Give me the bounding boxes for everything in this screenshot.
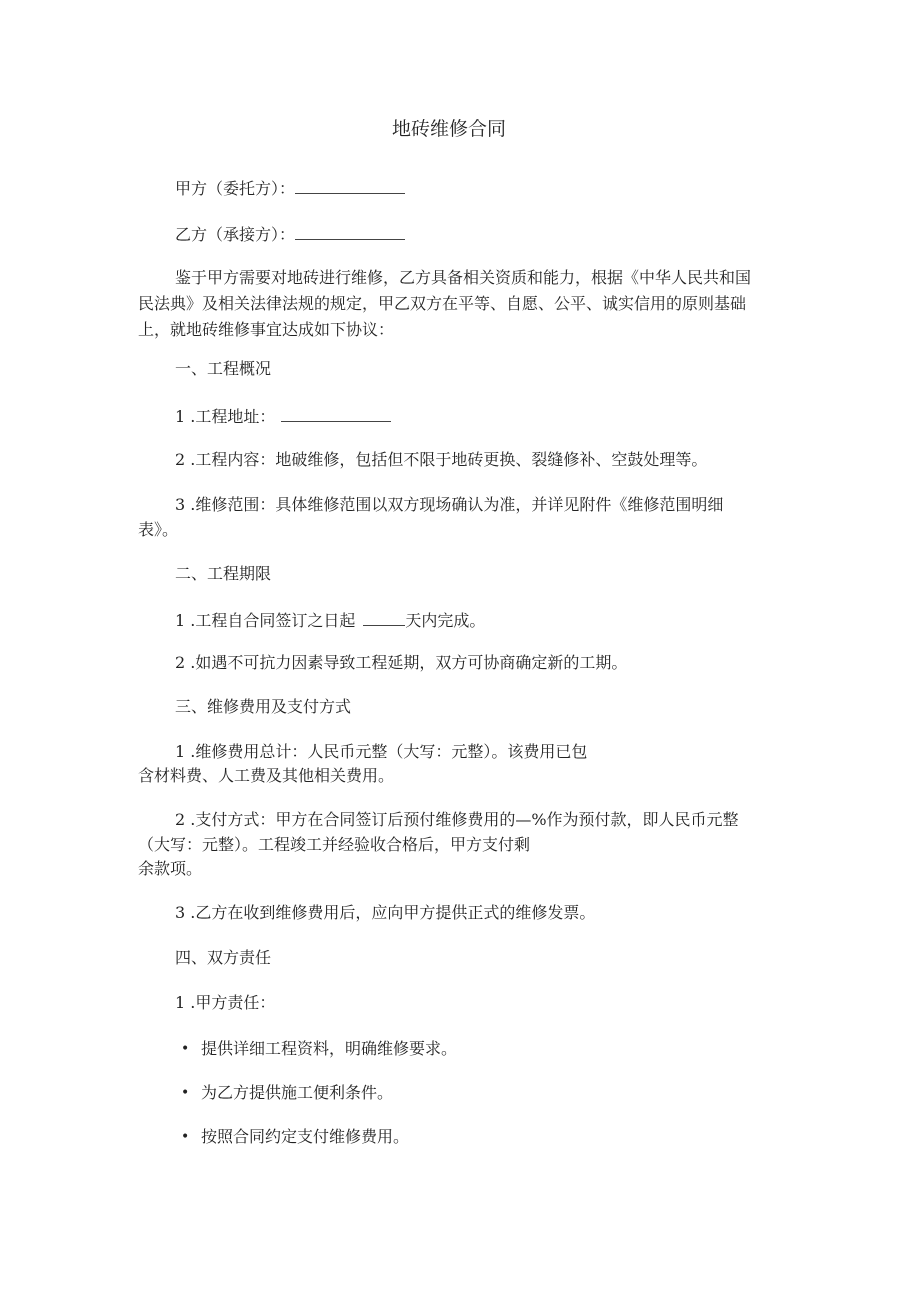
project-address-blank[interactable] xyxy=(281,405,391,422)
section-4-item-1: 1 .甲方责任： xyxy=(175,993,276,1012)
section-3-item-2-line-1: 2 .支付方式：甲方在合同签订后预付维修费用的—%作为预付款，即人民币元整 xyxy=(175,810,739,829)
section-2-item-2: 2 .如遇不可抗力因素导致工程延期，双方可协商确定新的工期。 xyxy=(175,653,628,672)
section-3-heading: 三、维修费用及支付方式 xyxy=(175,697,352,716)
section-3-item-1-line-2: 含材料费、人工费及其他相关费用。 xyxy=(138,766,395,785)
party-b-blank[interactable] xyxy=(295,223,405,240)
project-address-label: 1 .工程地址： xyxy=(175,407,276,426)
party-b-line xyxy=(175,223,405,245)
party-a-blank[interactable] xyxy=(295,177,405,194)
section-1-item-3-line-1: 3 .维修范围：具体维修范围以双方现场确认为准，并详见附件《维修范围明细 xyxy=(175,495,724,514)
party-a-label: 甲方（委托方）： xyxy=(175,179,296,198)
party-a-duty-1: 提供详细工程资料，明确维修要求。 xyxy=(201,1039,458,1058)
duration-days-blank[interactable] xyxy=(363,609,405,626)
section-1-item-2: 2 .工程内容：地破维修，包括但不限于地砖更换、裂缝修补、空鼓处理等。 xyxy=(175,450,708,469)
intro-line-1: 鉴于甲方需要对地砖进行维修，乙方具备相关资质和能力，根据《中华人民共和国 xyxy=(175,268,752,287)
section-2-heading: 二、工程期限 xyxy=(175,564,272,583)
bullet-icon: • xyxy=(181,1085,190,1101)
section-3-item-3: 3 .乙方在收到维修费用后，应向甲方提供正式的维修发票。 xyxy=(175,903,596,922)
bullet-icon: • xyxy=(181,1129,190,1145)
duration-label-after: 天内完成。 xyxy=(405,611,486,630)
party-b-label: 乙方（承接方）： xyxy=(175,225,296,244)
party-a-duty-2: 为乙方提供施工便利条件。 xyxy=(201,1083,394,1102)
section-3-item-2-line-3: 余款项。 xyxy=(138,859,203,878)
duration-label-before: 1 .工程自合同签订之日起 xyxy=(175,611,356,630)
section-1-heading: 一、工程概况 xyxy=(175,359,272,378)
page-title: 地砖维修合同 xyxy=(392,118,507,140)
intro-line-2: 民法典》及相关法律法规的规定，甲乙双方在平等、自愿、公平、诚实信用的原则基础 xyxy=(138,294,747,313)
section-1-item-3-line-2: 表》。 xyxy=(138,520,179,539)
bullet-icon: • xyxy=(181,1041,190,1057)
section-1-item-1 xyxy=(175,405,391,427)
party-a-line xyxy=(175,177,405,199)
section-3-item-1-line-1: 1 .维修费用总计：人民币元整（大写：元整）。该费用已包 xyxy=(175,742,588,761)
section-2-item-1 xyxy=(175,609,485,631)
section-4-heading: 四、双方责任 xyxy=(175,948,272,967)
party-a-duty-3: 按照合同约定支付维修费用。 xyxy=(201,1127,410,1146)
section-3-item-2-line-2: （大写：元整）。工程竣工并经验收合格后，甲方支付剩 xyxy=(138,835,531,854)
intro-line-3: 上，就地砖维修事宜达成如下协议： xyxy=(138,320,395,339)
